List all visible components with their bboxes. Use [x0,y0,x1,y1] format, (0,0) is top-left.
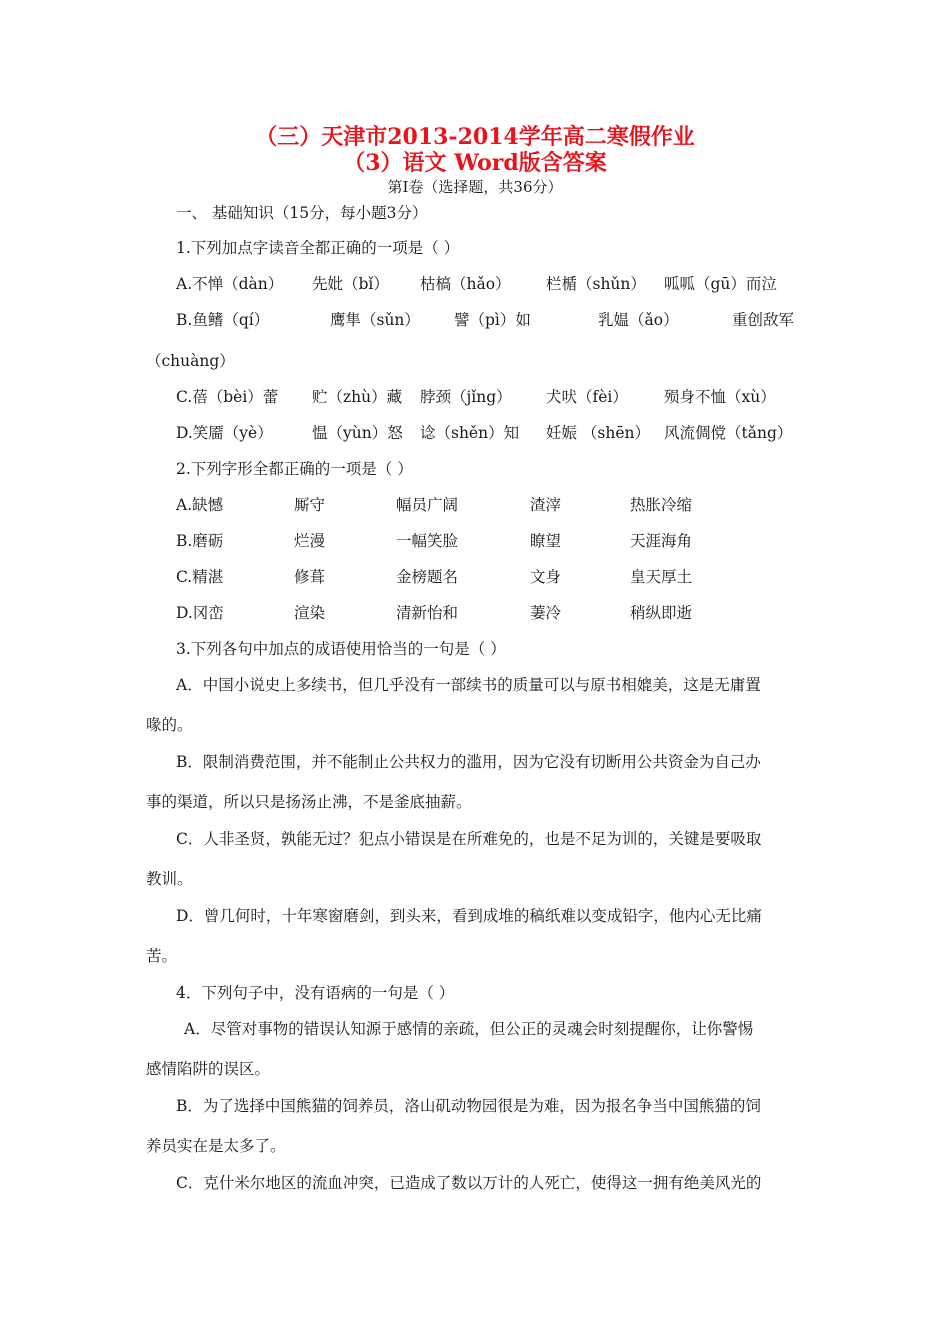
document-title-line1: （三）天津市2013-2014学年高二寒假作业 [255,124,695,150]
q3-option-b-line1: B．限制消费范围，并不能制止公共权力的滥用，因为它没有切断用公共资金为自己办 [176,753,761,771]
option-item: 犬吠（fèi） [546,388,628,406]
q4-option-b-line1: B．为了选择中国熊猫的饲养员，洛山矶动物园很是为难，因为报名争当中国熊猫的饲 [176,1097,761,1115]
option-item: 譬（pì）如 [454,311,531,329]
option-item: 烂漫 [294,532,326,550]
option-item: C.蓓（bèi）蕾 [176,388,279,406]
option-item: 贮（zhù）藏 [312,388,403,406]
option-item: 文身 [530,568,562,586]
document-title-line2: （3）语文 Word版含答案 [343,150,607,176]
option-item: 天涯海角 [630,532,693,550]
option-item: 一幅笑脸 [396,532,459,550]
q3-option-d-line1: D．曾几何时，十年寒窗磨剑，到头来，看到成堆的稿纸难以变成铅字，他内心无比痛 [176,907,762,925]
q3-option-b-line2: 事的渠道，所以只是扬汤止沸，不是釜底抽薪。 [146,793,472,811]
option-item: 瞭望 [530,532,562,550]
q3-stem: 3.下列各句中加点的成语使用恰当的一句是（ ） [176,640,506,658]
q4-stem: 4．下列句子中，没有语病的一句是（ ） [176,984,455,1002]
option-item: D.冈峦 [176,604,224,622]
q4-option-c-line1: C．克什米尔地区的流血冲突，已造成了数以万计的人死亡，使得这一拥有绝美风光的 [176,1174,762,1192]
option-item: 金榜题名 [396,568,459,586]
q3-option-c-line2: 教训。 [146,870,193,888]
option-item: 清新怡和 [396,604,459,622]
q4-option-a-line2: 感情陷阱的误区。 [146,1060,271,1078]
option-item: B.磨砺 [176,532,224,550]
option-item: 脖颈（jǐng） [420,388,512,406]
option-item: C.精湛 [176,568,224,586]
option-item: 乳媪（ǎo） [598,311,679,329]
option-item: 热胀冷缩 [630,496,693,514]
q1-stem: 1.下列加点字读音全都正确的一项是（ ） [176,239,460,257]
option-item: 重创敌军 [732,311,795,329]
q3-option-c-line1: C．人非圣贤，孰能无过？犯点小错误是在所难免的，也是不足为训的，关键是要吸取 [176,830,762,848]
option-item: 厮守 [294,496,326,514]
q2-stem: 2.下列字形全都正确的一项是（ ） [176,460,413,478]
option-item: 稍纵即逝 [630,604,693,622]
option-item: 先妣（bǐ） [312,275,389,293]
option-item: 枯槁（hǎo） [420,275,511,293]
option-item: 愠（yùn）怒 [312,424,403,442]
option-item: 渣滓 [530,496,562,514]
q3-option-a-line1: A．中国小说史上多续书，但几乎没有一部续书的质量可以与原书相媲美，这是无庸置 [176,676,761,694]
option-item: 渲染 [294,604,326,622]
option-item: 鹰隼（sǔn） [330,311,420,329]
option-item: 栏楯（shǔn） [546,275,646,293]
option-item: 皇天厚土 [630,568,693,586]
option-item: 幅员广阔 [396,496,459,514]
option-item: 谂（shěn）知 [420,424,520,442]
option-item: A.缺憾 [176,496,224,514]
q1-option-b-continued: （chuàng） [146,352,235,370]
section-heading: 一、 基础知识（15分，每小题3分） [176,204,428,222]
option-item: A.不惮（dàn） [176,275,284,293]
option-item: 殒身不恤（xù） [664,388,776,406]
option-item: 呱呱（gū）而泣 [664,275,777,293]
option-item: 萋冷 [530,604,562,622]
option-item: 修葺 [294,568,326,586]
q4-option-b-line2: 养员实在是太多了。 [146,1137,286,1155]
volume-subtitle: 第Ⅰ卷（选择题，共36分） [387,178,563,196]
option-item: 妊娠 （shēn） [546,424,651,442]
option-item: B.鱼鳍（qí） [176,311,270,329]
q4-option-a-line1: A．尽管对事物的错误认知源于感情的亲疏，但公正的灵魂会时刻提醒你，让你警惕 [184,1020,754,1038]
option-item: D.笑靥（yè） [176,424,273,442]
q3-option-d-line2: 苦。 [146,947,178,965]
option-item: 风流倜傥（tǎng） [664,424,793,442]
q3-option-a-line2: 喙的。 [146,716,193,734]
